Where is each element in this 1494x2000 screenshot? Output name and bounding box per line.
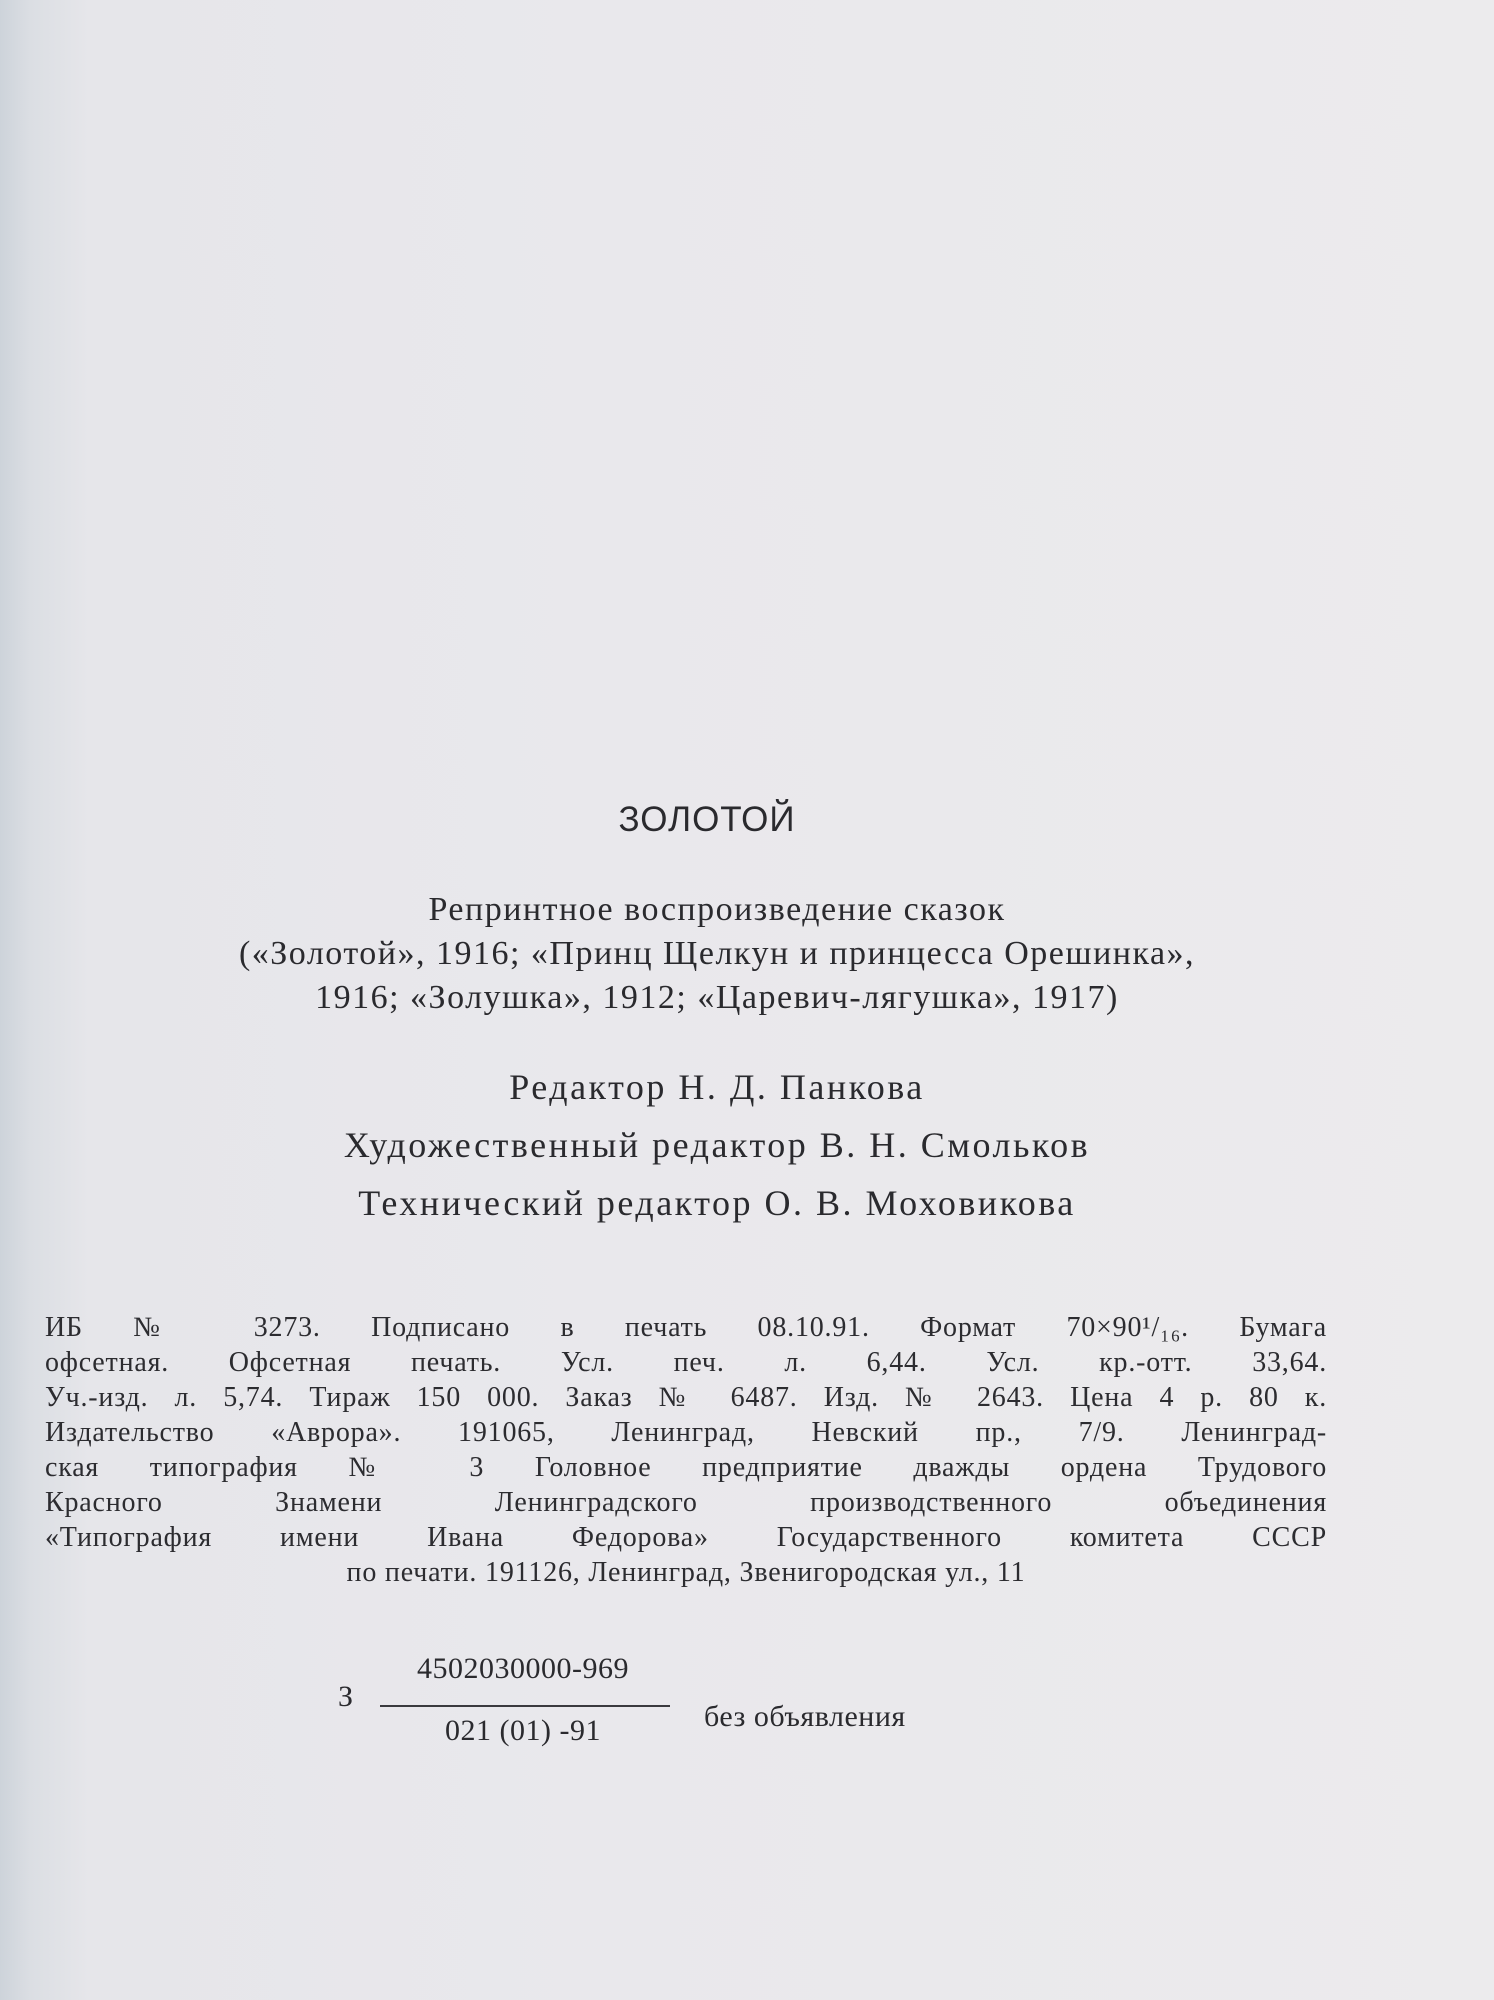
technical-editor-credit: Технический редактор О. В. Моховикова <box>358 1183 1076 1223</box>
book-title: ЗОЛОТОЙ <box>618 800 796 839</box>
imprint-line: офсетная. Офсетная печать. Усл. печ. л. 6,44. Усл. кр.-отт. 33,64. <box>45 1347 1327 1378</box>
index-letter: З <box>338 1680 354 1713</box>
index-code <box>338 1652 1038 1762</box>
art-editor-credit: Художественный редактор В. Н. Смольков <box>343 1125 1091 1165</box>
imprint-block <box>45 1310 1327 1590</box>
index-denominator: 021 (01) -91 <box>445 1714 601 1747</box>
imprint-line: ская типография № 3 Головное предприятие дважды ордена Трудового <box>45 1452 1327 1483</box>
subtitle-line: 1916; «Золушка», 1912; «Царевич-лягушка», 1917) <box>315 979 1119 1016</box>
reprint-description <box>0 888 1464 1020</box>
imprint-line: Уч.-изд. л. 5,74. Тираж 150 000. Заказ № 6487. Изд. № 2643. Цена 4 р. 80 к. <box>45 1382 1327 1413</box>
index-numerator: 4502030000-969 <box>417 1652 629 1685</box>
editor-credits <box>0 1058 1464 1232</box>
subtitle-line: Репринтное воспроизведение сказок <box>428 891 1006 928</box>
imprint-line: Красного Знамени Ленинградского производственного объединения <box>45 1487 1327 1518</box>
subtitle-line: («Золотой», 1916; «Принц Щелкун и принцесса Орешинка», <box>238 935 1196 972</box>
index-note: без объявления <box>704 1700 906 1733</box>
imprint-line: «Типография имени Ивана Федорова» Государственного комитета СССР <box>45 1522 1327 1553</box>
imprint-line: Издательство «Аврора». 191065, Ленинград, Невский пр., 7/9. Ленинград- <box>45 1417 1327 1448</box>
editor-credit: Редактор Н. Д. Панкова <box>509 1067 925 1107</box>
imprint-line: по печати. 191126, Ленинград, Звенигородская ул., 11 <box>346 1557 1026 1588</box>
fraction-rule <box>380 1705 670 1707</box>
imprint-line: ИБ № 3273. Подписано в печать 08.10.91. Формат 70×90¹/₁₆. Бумага <box>45 1312 1327 1343</box>
